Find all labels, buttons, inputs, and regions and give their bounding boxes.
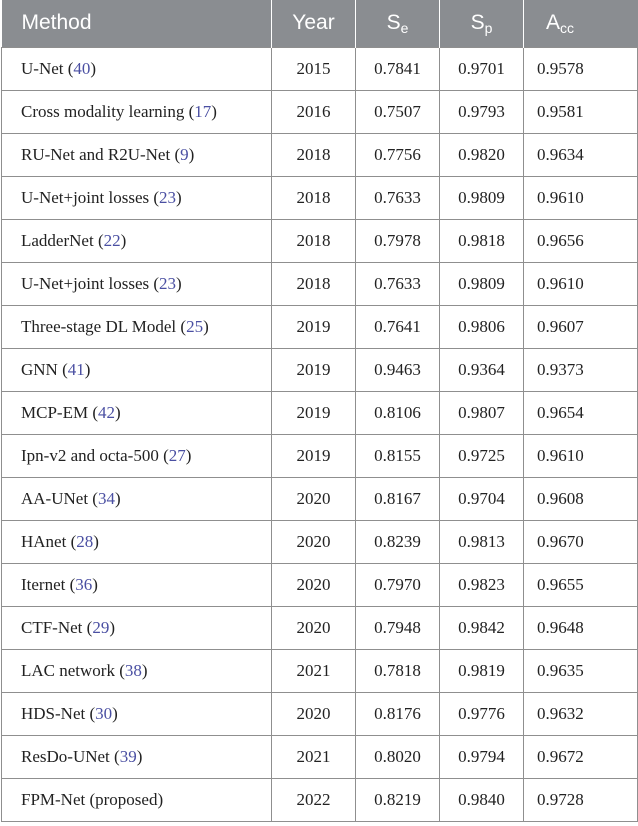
header-sp-sub: p — [484, 19, 493, 36]
se-cell: 0.7818 — [356, 649, 440, 692]
year-cell: 2020 — [272, 563, 356, 606]
se-cell: 0.7633 — [356, 176, 440, 219]
comparison-table — [1, 0, 638, 822]
method-cell: GNN (41) — [2, 348, 272, 391]
se-cell: 0.7507 — [356, 90, 440, 133]
method-name: GNN — [21, 359, 58, 379]
se-cell: 0.8239 — [356, 520, 440, 563]
se-cell: 0.8106 — [356, 391, 440, 434]
method-cell: ResDo-UNet (39) — [2, 735, 272, 778]
se-cell: 0.8167 — [356, 477, 440, 520]
header-sensitivity — [356, 0, 440, 47]
method-cell: Three-stage DL Model (25) — [2, 305, 272, 348]
reference-link[interactable]: 38 — [124, 660, 142, 680]
table-row — [2, 47, 638, 90]
sp-cell: 0.9806 — [440, 305, 524, 348]
table-row — [2, 133, 638, 176]
se-cell: 0.8155 — [356, 434, 440, 477]
year-cell: 2018 — [272, 262, 356, 305]
method-cell: CTF-Net (29) — [2, 606, 272, 649]
year-cell: 2020 — [272, 520, 356, 563]
method-cell: HAnet (28) — [2, 520, 272, 563]
method-name: Three-stage DL Model — [21, 316, 177, 336]
reference-link[interactable]: 28 — [76, 531, 94, 551]
acc-cell: 0.9610 — [524, 176, 638, 219]
table-row — [2, 262, 638, 305]
acc-cell: 0.9610 — [524, 434, 638, 477]
year-cell: 2015 — [272, 47, 356, 90]
se-cell: 0.7641 — [356, 305, 440, 348]
method-cell: RU-Net and R2U-Net (9) — [2, 133, 272, 176]
method-cell: Cross modality learning (17) — [2, 90, 272, 133]
acc-cell: 0.9648 — [524, 606, 638, 649]
table-row — [2, 391, 638, 434]
acc-cell: 0.9670 — [524, 520, 638, 563]
method-name: FPM-Net (proposed) — [21, 789, 164, 809]
sp-cell: 0.9776 — [440, 692, 524, 735]
reference-link[interactable]: 30 — [95, 703, 113, 723]
header-specificity — [440, 0, 524, 47]
method-name: AA-UNet — [21, 488, 89, 508]
method-name: U-Net+joint losses — [21, 273, 150, 293]
header-row — [2, 0, 638, 47]
method-name: Cross modality learning — [21, 101, 185, 121]
sp-cell: 0.9809 — [440, 176, 524, 219]
year-cell: 2016 — [272, 90, 356, 133]
reference-link[interactable]: 22 — [103, 230, 121, 250]
year-cell: 2019 — [272, 348, 356, 391]
sp-cell: 0.9793 — [440, 90, 524, 133]
sp-cell: 0.9818 — [440, 219, 524, 262]
method-name: U-Net — [21, 58, 64, 78]
acc-cell: 0.9656 — [524, 219, 638, 262]
sp-cell: 0.9820 — [440, 133, 524, 176]
header-accuracy — [524, 0, 638, 47]
method-cell: LadderNet (22) — [2, 219, 272, 262]
method-name: HAnet — [21, 531, 67, 551]
table-row — [2, 606, 638, 649]
acc-cell: 0.9610 — [524, 262, 638, 305]
sp-cell: 0.9704 — [440, 477, 524, 520]
reference-link[interactable]: 29 — [92, 617, 110, 637]
sp-cell: 0.9819 — [440, 649, 524, 692]
sp-cell: 0.9842 — [440, 606, 524, 649]
acc-cell: 0.9578 — [524, 47, 638, 90]
year-cell: 2018 — [272, 176, 356, 219]
acc-cell: 0.9728 — [524, 778, 638, 821]
reference-link[interactable]: 23 — [159, 273, 177, 293]
table-row — [2, 90, 638, 133]
table-row — [2, 176, 638, 219]
table-row — [2, 692, 638, 735]
year-cell: 2022 — [272, 778, 356, 821]
se-cell: 0.8176 — [356, 692, 440, 735]
method-name: Iternet — [21, 574, 66, 594]
acc-cell: 0.9655 — [524, 563, 638, 606]
acc-cell: 0.9634 — [524, 133, 638, 176]
method-name: U-Net+joint losses — [21, 187, 150, 207]
method-name: ResDo-UNet — [21, 746, 110, 766]
header-sp-main: S — [470, 10, 485, 34]
se-cell: 0.7633 — [356, 262, 440, 305]
reference-link[interactable]: 36 — [75, 574, 93, 594]
method-cell: LAC network (38) — [2, 649, 272, 692]
sp-cell: 0.9823 — [440, 563, 524, 606]
se-cell: 0.7841 — [356, 47, 440, 90]
header-year: Year — [272, 0, 356, 47]
table-body — [2, 47, 638, 821]
table-row — [2, 219, 638, 262]
table-row — [2, 477, 638, 520]
table-row — [2, 520, 638, 563]
se-cell: 0.9463 — [356, 348, 440, 391]
acc-cell: 0.9373 — [524, 348, 638, 391]
reference-link[interactable]: 17 — [194, 101, 212, 121]
sp-cell: 0.9840 — [440, 778, 524, 821]
year-cell: 2018 — [272, 133, 356, 176]
acc-cell: 0.9608 — [524, 477, 638, 520]
header-acc-main: A — [546, 10, 561, 34]
method-name: RU-Net and R2U-Net — [21, 144, 171, 164]
acc-cell: 0.9581 — [524, 90, 638, 133]
year-cell: 2020 — [272, 606, 356, 649]
sp-cell: 0.9809 — [440, 262, 524, 305]
reference-link[interactable]: 9 — [180, 144, 189, 164]
acc-cell: 0.9672 — [524, 735, 638, 778]
method-cell: U-Net+joint losses (23) — [2, 176, 272, 219]
year-cell: 2020 — [272, 477, 356, 520]
method-cell: HDS-Net (30) — [2, 692, 272, 735]
method-cell: AA-UNet (34) — [2, 477, 272, 520]
sp-cell: 0.9807 — [440, 391, 524, 434]
method-name: LAC network — [21, 660, 115, 680]
reference-link[interactable]: 34 — [97, 488, 115, 508]
table-row — [2, 434, 638, 477]
se-cell: 0.7978 — [356, 219, 440, 262]
acc-cell: 0.9632 — [524, 692, 638, 735]
acc-cell: 0.9654 — [524, 391, 638, 434]
year-cell: 2019 — [272, 305, 356, 348]
year-cell: 2020 — [272, 692, 356, 735]
method-name: LadderNet — [21, 230, 94, 250]
method-cell: MCP-EM (42) — [2, 391, 272, 434]
method-cell: U-Net+joint losses (23) — [2, 262, 272, 305]
method-cell: U-Net (40) — [2, 47, 272, 90]
reference-link[interactable]: 39 — [119, 746, 137, 766]
se-cell: 0.8219 — [356, 778, 440, 821]
sp-cell: 0.9794 — [440, 735, 524, 778]
header-se-sub: e — [400, 19, 409, 36]
se-cell: 0.7756 — [356, 133, 440, 176]
year-cell: 2021 — [272, 735, 356, 778]
sp-cell: 0.9725 — [440, 434, 524, 477]
method-name: CTF-Net — [21, 617, 83, 637]
se-cell: 0.7948 — [356, 606, 440, 649]
sp-cell: 0.9364 — [440, 348, 524, 391]
method-cell: Ipn-v2 and octa-500 (27) — [2, 434, 272, 477]
method-name: MCP-EM — [21, 402, 89, 422]
method-name: HDS-Net — [21, 703, 86, 723]
header-se-main: S — [386, 10, 401, 34]
se-cell: 0.7970 — [356, 563, 440, 606]
reference-link[interactable]: 42 — [98, 402, 115, 422]
year-cell: 2019 — [272, 434, 356, 477]
reference-link[interactable]: 27 — [168, 445, 186, 465]
table-row — [2, 348, 638, 391]
method-cell: Iternet (36) — [2, 563, 272, 606]
reference-link[interactable]: 41 — [67, 359, 85, 379]
year-cell: 2019 — [272, 391, 356, 434]
sp-cell: 0.9701 — [440, 47, 524, 90]
header-method: Method — [21, 11, 92, 35]
acc-cell: 0.9635 — [524, 649, 638, 692]
acc-cell: 0.9607 — [524, 305, 638, 348]
table-header — [2, 0, 638, 47]
table-row — [2, 735, 638, 778]
se-cell: 0.8020 — [356, 735, 440, 778]
reference-link[interactable]: 25 — [186, 316, 204, 336]
table-row — [2, 649, 638, 692]
year-cell: 2018 — [272, 219, 356, 262]
sp-cell: 0.9813 — [440, 520, 524, 563]
method-cell — [2, 778, 272, 821]
table-row — [2, 778, 638, 821]
table-row — [2, 305, 638, 348]
table-row — [2, 563, 638, 606]
year-cell: 2021 — [272, 649, 356, 692]
reference-link[interactable]: 23 — [159, 187, 177, 207]
reference-link[interactable]: 40 — [73, 58, 91, 78]
header-acc-sub: cc — [560, 19, 575, 36]
method-name: Ipn-v2 and octa-500 — [21, 445, 159, 465]
